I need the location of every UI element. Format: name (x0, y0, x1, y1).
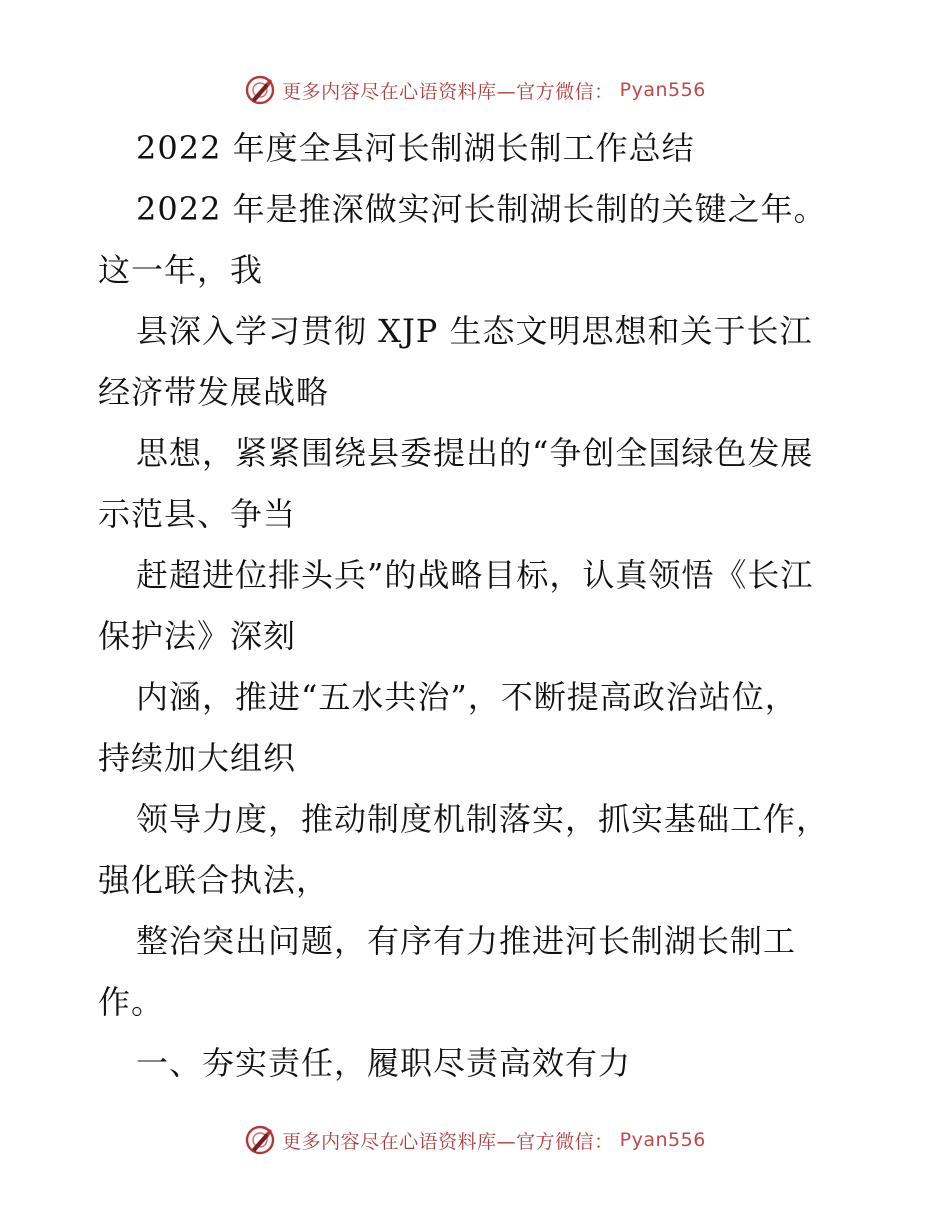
paragraph-line: 强化联合执法， (98, 861, 330, 899)
paragraph-line: 一、夯实责任，履职尽责高效有力 (136, 1044, 632, 1082)
pen-logo-icon (244, 74, 276, 106)
footer-watermark (0, 1124, 950, 1156)
paragraph-line: 整治突出问题，有序有力推进河长制湖长制工 (136, 922, 797, 960)
header-watermark-text: 更多内容尽在心语资料库—官方微信： (282, 80, 614, 103)
footer-wechat-id: Pyan556 (619, 1129, 706, 1151)
paragraph-line: 这一年，我 (98, 251, 264, 289)
paragraph-line: 2022 年是推深做实河长制湖长制的关键之年。 (136, 190, 827, 228)
paragraph-line: 内涵，推进“五水共治”，不断提高政治站位， (136, 678, 798, 716)
paragraph-line: 经济带发展战略 (98, 373, 330, 411)
paragraph-line: 保护法》深刻 (98, 617, 297, 655)
paragraph-line: 赶超进位排头兵”的战略目标，认真领悟《长江 (136, 556, 814, 594)
paragraph-line: 作。 (98, 983, 165, 1021)
paragraph-line: 持续加大组织 (98, 739, 297, 777)
header-wechat-id: Pyan556 (619, 79, 706, 101)
paragraph-line: 示范县、争当 (98, 495, 297, 533)
document-title: 2022 年度全县河长制湖长制工作总结 (136, 129, 695, 167)
document-body (98, 118, 888, 1094)
footer-watermark-text: 更多内容尽在心语资料库—官方微信： (282, 1130, 614, 1153)
pen-logo-icon (244, 1124, 276, 1156)
header-watermark (0, 74, 950, 106)
paragraph-line: 思想，紧紧围绕县委提出的“争创全国绿色发展 (136, 434, 814, 472)
paragraph-line: 县深入学习贯彻 XJP 生态文明思想和关于长江 (136, 312, 813, 350)
paragraph-line: 领导力度，推动制度机制落实，抓实基础工作， (136, 800, 830, 838)
